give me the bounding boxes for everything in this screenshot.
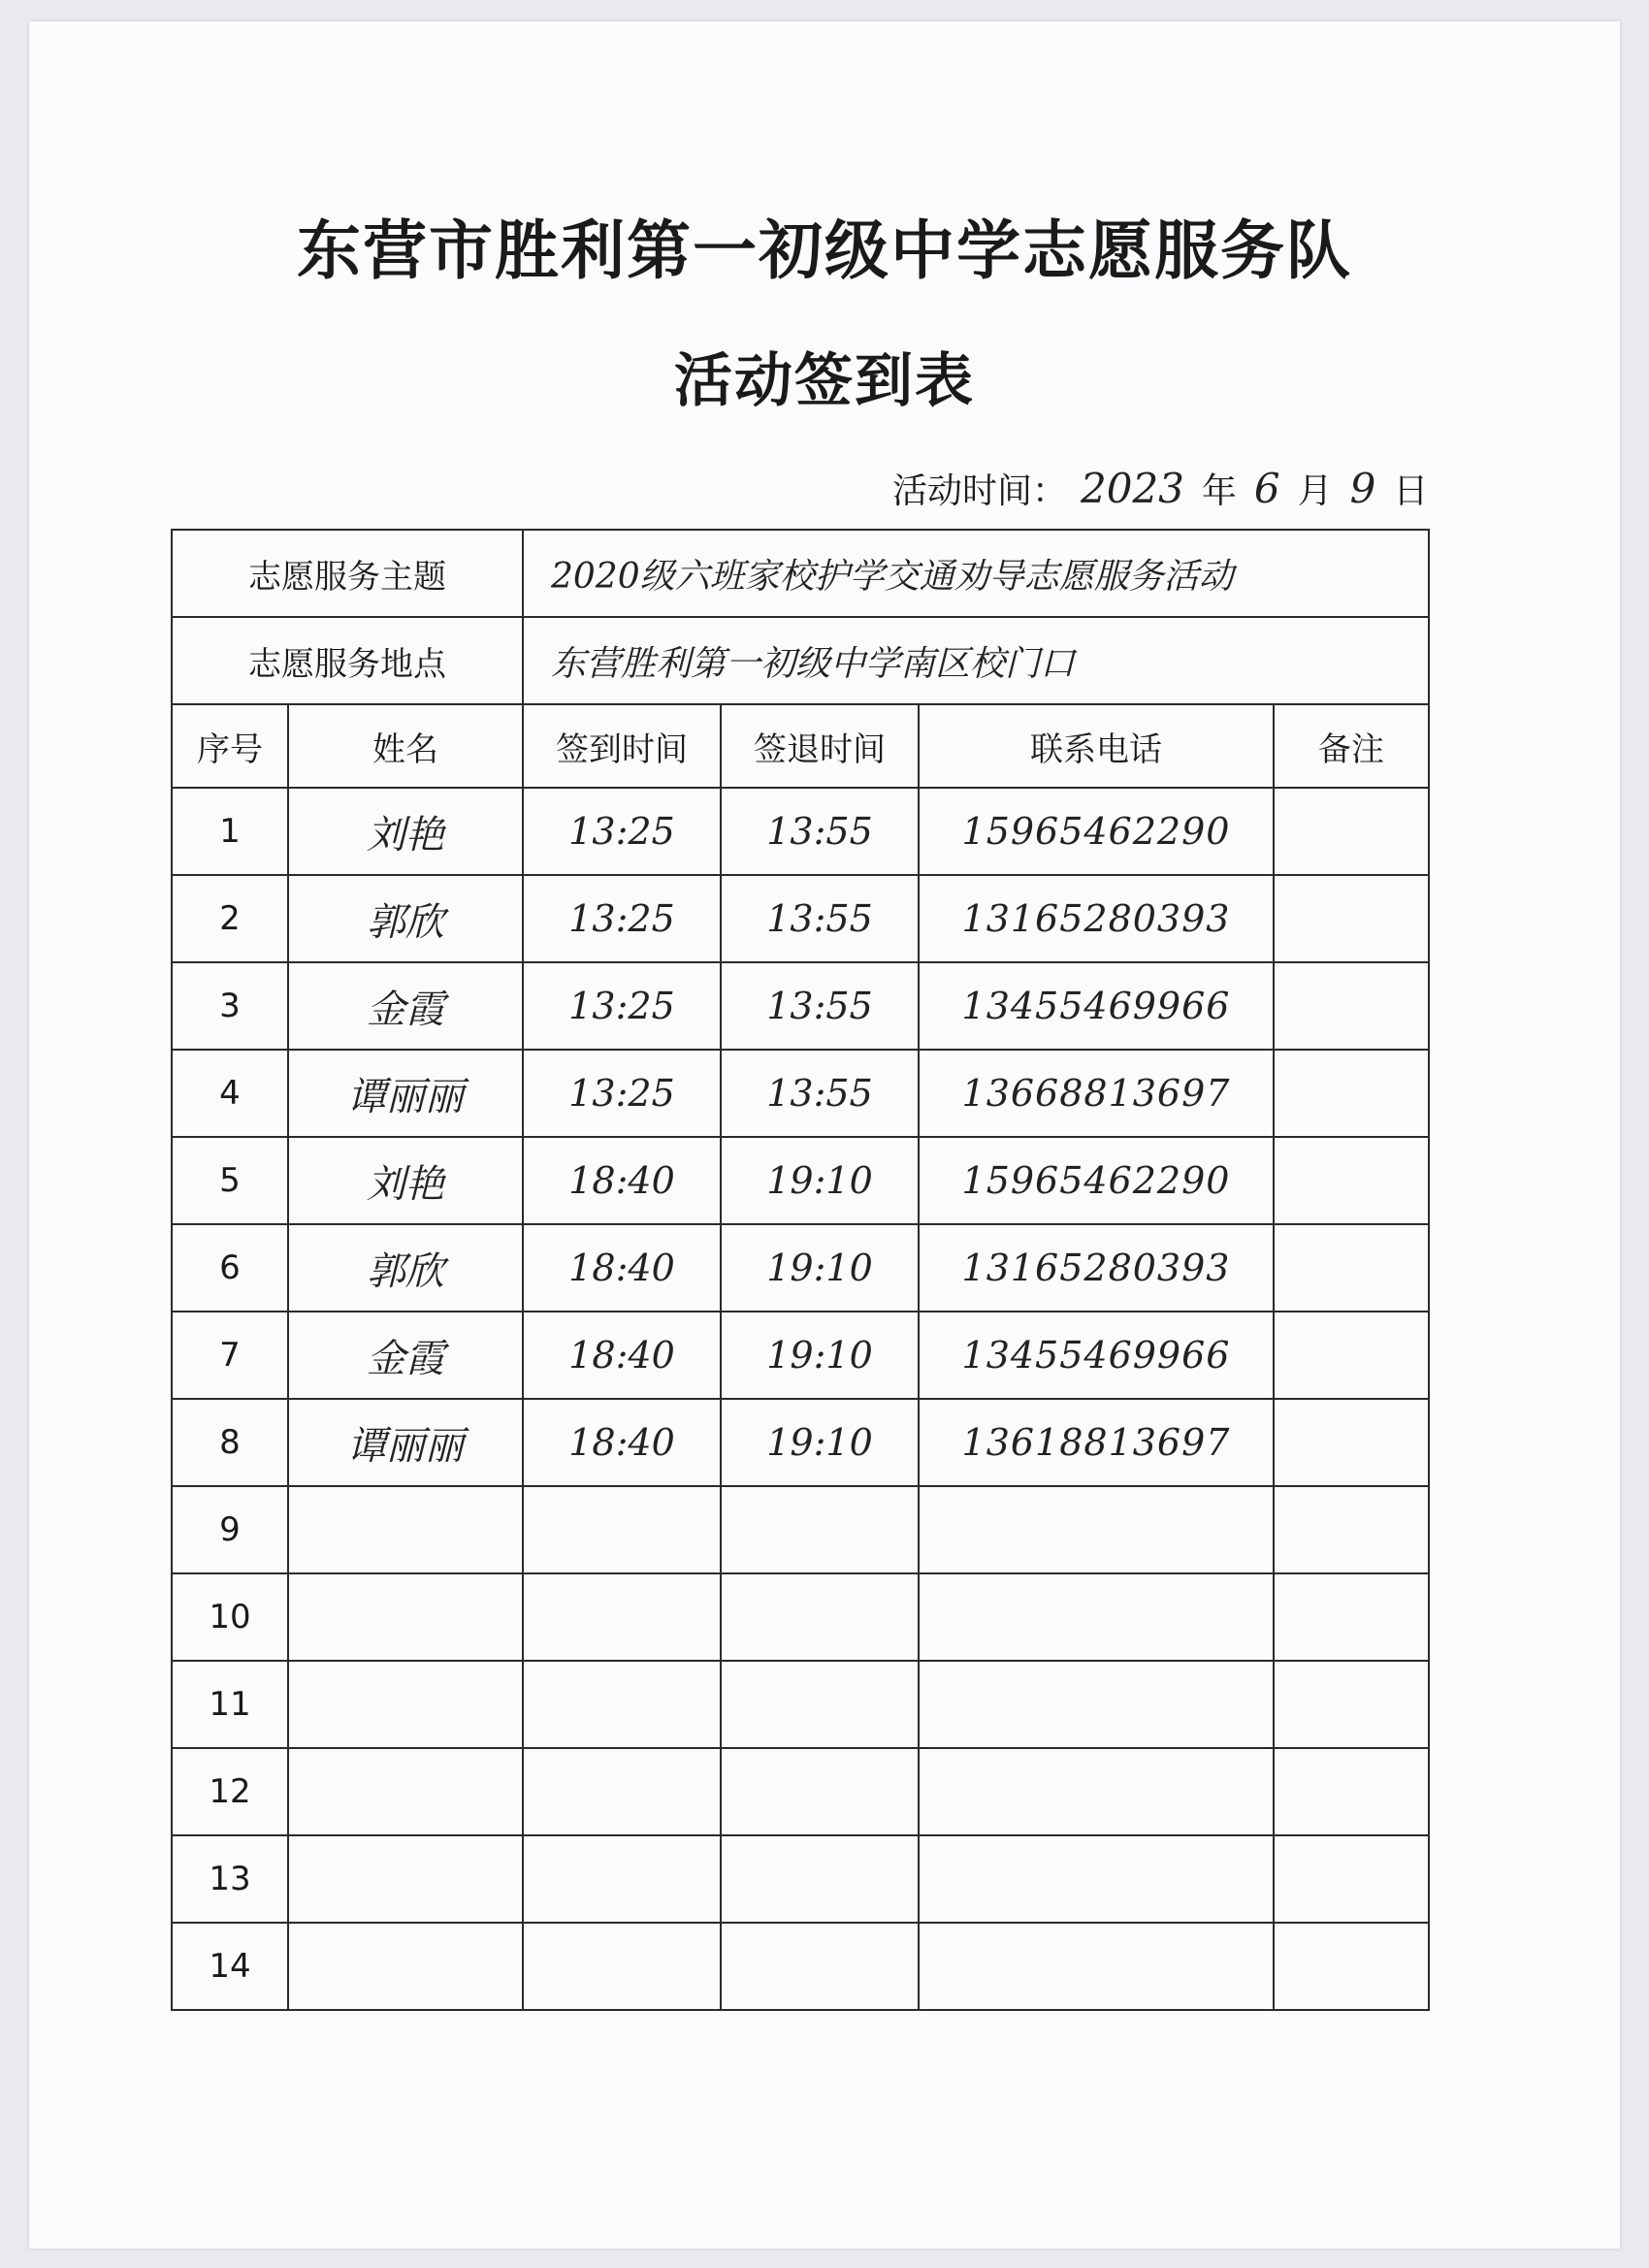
row-checkin-time: 18:40 (523, 1312, 721, 1399)
row-note (1274, 875, 1429, 962)
place-label: 志愿服务地点 (172, 617, 523, 704)
row-seq: 6 (172, 1224, 288, 1312)
table-row (172, 1923, 1429, 2010)
date-day: 9 (1349, 465, 1376, 512)
row-name: 刘艳 (288, 1137, 523, 1224)
date-label: 活动时间： (892, 471, 1068, 511)
row-note (1274, 788, 1429, 875)
row-note (1274, 1312, 1429, 1399)
row-checkin-time: 13:25 (523, 1050, 721, 1137)
row-seq: 11 (172, 1661, 288, 1748)
row-phone: 13165280393 (919, 875, 1274, 962)
row-seq: 5 (172, 1137, 288, 1224)
row-name: 郭欣 (288, 1224, 523, 1312)
row-checkin-time (523, 1486, 721, 1573)
row-checkin-time (523, 1661, 721, 1748)
row-checkin-time (523, 1748, 721, 1835)
row-seq: 10 (172, 1573, 288, 1661)
row-seq: 4 (172, 1050, 288, 1137)
row-phone (919, 1573, 1274, 1661)
row-note (1274, 1224, 1429, 1312)
signin-table (171, 529, 1430, 2011)
row-note (1274, 962, 1429, 1050)
row-checkout-time: 13:55 (721, 875, 919, 962)
table-row (172, 788, 1429, 875)
place-row (172, 617, 1429, 704)
row-seq: 8 (172, 1399, 288, 1486)
table-row (172, 962, 1429, 1050)
row-name: 刘艳 (288, 788, 523, 875)
row-seq: 1 (172, 788, 288, 875)
row-checkin-time: 18:40 (523, 1137, 721, 1224)
header-checkout: 签退时间 (721, 704, 919, 788)
header-checkin: 签到时间 (523, 704, 721, 788)
row-checkin-time: 13:25 (523, 962, 721, 1050)
row-seq: 13 (172, 1835, 288, 1923)
row-checkout-time (721, 1486, 919, 1573)
row-name (288, 1661, 523, 1748)
row-name (288, 1573, 523, 1661)
row-name: 金霞 (288, 962, 523, 1050)
row-name (288, 1486, 523, 1573)
row-checkout-time (721, 1923, 919, 2010)
table-row (172, 1835, 1429, 1923)
row-phone (919, 1748, 1274, 1835)
row-checkin-time (523, 1923, 721, 2010)
row-name (288, 1923, 523, 2010)
row-checkout-time (721, 1748, 919, 1835)
row-checkin-time: 13:25 (523, 788, 721, 875)
row-phone: 15965462290 (919, 1137, 1274, 1224)
theme-row (172, 530, 1429, 617)
row-seq: 3 (172, 962, 288, 1050)
table-row (172, 1399, 1429, 1486)
place-value: 东营胜利第一初级中学南区校门口 (523, 617, 1429, 704)
table-row (172, 1137, 1429, 1224)
row-checkout-time: 19:10 (721, 1224, 919, 1312)
row-checkout-time: 19:10 (721, 1312, 919, 1399)
row-checkout-time: 13:55 (721, 1050, 919, 1137)
form-title: 东营市胜利第一初级中学志愿服务队 (297, 213, 1352, 288)
row-checkout-time: 13:55 (721, 788, 919, 875)
row-checkout-time: 19:10 (721, 1137, 919, 1224)
row-checkout-time (721, 1661, 919, 1748)
header-phone: 联系电话 (919, 704, 1274, 788)
row-note (1274, 1137, 1429, 1224)
row-name (288, 1748, 523, 1835)
row-phone (919, 1661, 1274, 1748)
row-note (1274, 1835, 1429, 1923)
row-note (1274, 1661, 1429, 1748)
row-seq: 9 (172, 1486, 288, 1573)
table-row (172, 1312, 1429, 1399)
row-phone (919, 1835, 1274, 1923)
row-checkin-time (523, 1573, 721, 1661)
row-seq: 12 (172, 1748, 288, 1835)
row-seq: 14 (172, 1923, 288, 2010)
row-phone: 13668813697 (919, 1050, 1274, 1137)
row-checkout-time (721, 1573, 919, 1661)
row-name: 郭欣 (288, 875, 523, 962)
row-note (1274, 1399, 1429, 1486)
row-name: 金霞 (288, 1312, 523, 1399)
row-name: 谭丽丽 (288, 1399, 523, 1486)
row-note (1274, 1486, 1429, 1573)
header-seq: 序号 (172, 704, 288, 788)
table-row (172, 1050, 1429, 1137)
row-checkout-time: 19:10 (721, 1399, 919, 1486)
row-seq: 7 (172, 1312, 288, 1399)
form-subtitle: 活动签到表 (674, 347, 975, 415)
date-day-unit: 日 (1393, 471, 1429, 511)
table-row (172, 1224, 1429, 1312)
row-phone: 15965462290 (919, 788, 1274, 875)
row-note (1274, 1923, 1429, 2010)
header-name: 姓名 (288, 704, 523, 788)
date-month: 6 (1253, 465, 1280, 512)
row-phone: 13455469966 (919, 1312, 1274, 1399)
row-name: 谭丽丽 (288, 1050, 523, 1137)
table-header-row (172, 704, 1429, 788)
header-note: 备注 (1274, 704, 1429, 788)
table-row (172, 1573, 1429, 1661)
row-name (288, 1835, 523, 1923)
row-phone: 13618813697 (919, 1399, 1274, 1486)
row-phone: 13165280393 (919, 1224, 1274, 1312)
row-note (1274, 1573, 1429, 1661)
row-note (1274, 1748, 1429, 1835)
row-checkin-time (523, 1835, 721, 1923)
row-checkin-time: 18:40 (523, 1224, 721, 1312)
activity-date (892, 464, 1432, 513)
theme-value: 2020级六班家校护学交通劝导志愿服务活动 (523, 530, 1429, 617)
table-row (172, 1748, 1429, 1835)
row-checkin-time: 13:25 (523, 875, 721, 962)
row-phone: 13455469966 (919, 962, 1274, 1050)
theme-label: 志愿服务主题 (172, 530, 523, 617)
row-note (1274, 1050, 1429, 1137)
date-year: 2023 (1081, 465, 1184, 512)
row-seq: 2 (172, 875, 288, 962)
row-checkin-time: 18:40 (523, 1399, 721, 1486)
row-phone (919, 1923, 1274, 2010)
date-year-unit: 年 (1201, 471, 1237, 511)
table-row (172, 1486, 1429, 1573)
row-checkout-time: 13:55 (721, 962, 919, 1050)
date-month-unit: 月 (1297, 471, 1333, 511)
row-checkout-time (721, 1835, 919, 1923)
table-row (172, 1661, 1429, 1748)
table-row (172, 875, 1429, 962)
row-phone (919, 1486, 1274, 1573)
